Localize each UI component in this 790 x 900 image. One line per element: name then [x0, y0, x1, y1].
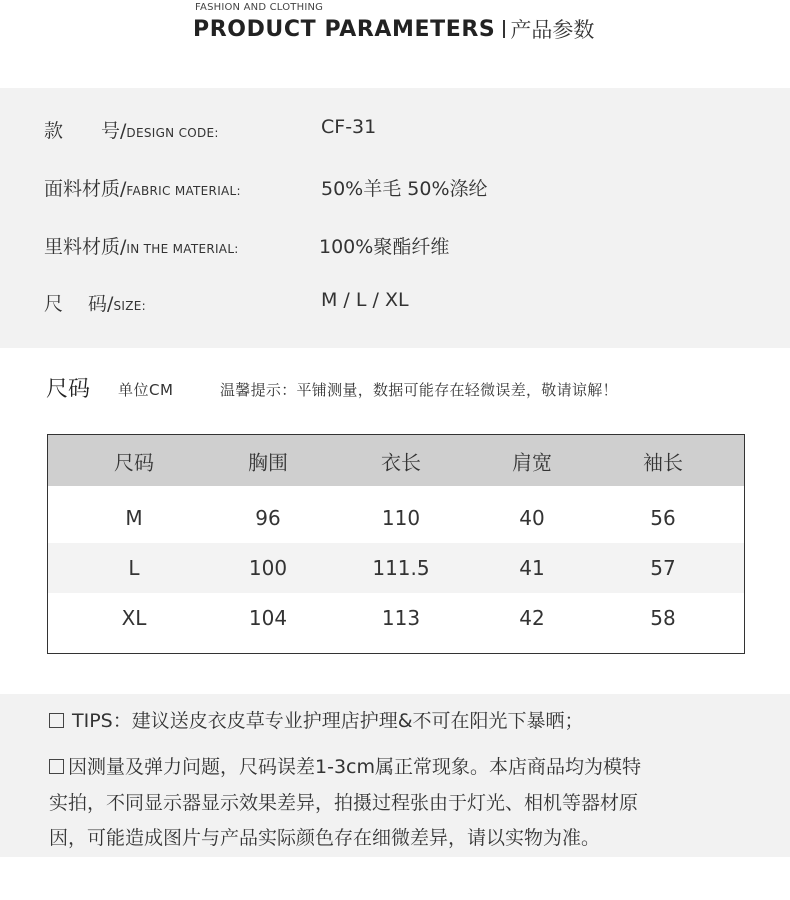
table-cell: 40	[519, 506, 545, 530]
param-row-inner-material	[0, 232, 790, 262]
tip-measurement-end: 因，可能造成图片与产品实际颜色存在细微差异，请以实物为准。	[49, 827, 601, 849]
table-cell: M	[125, 506, 143, 530]
checkbox-icon	[49, 713, 64, 728]
product-parameters	[0, 88, 790, 348]
table-cell: 57	[650, 556, 676, 580]
table-cell: 111.5	[372, 556, 430, 580]
size-unit: 单位CM	[118, 381, 174, 399]
checkbox-icon	[49, 759, 64, 774]
table-cell: 100	[248, 556, 288, 580]
param-label-en: IN THE MATERIAL:	[126, 242, 239, 256]
table-header-cell: 衣长	[381, 450, 421, 474]
param-value: M / L / XL	[321, 289, 409, 311]
param-label-cn: 尺 码/	[44, 293, 114, 315]
table-header-row	[48, 435, 744, 486]
param-label	[44, 116, 219, 143]
tip-text: TIPS：建议送皮衣皮草专业护理店护理&不可在阳光下暴晒；	[72, 710, 584, 732]
param-label	[44, 232, 239, 259]
size-title: 尺码	[46, 377, 91, 402]
param-label	[44, 289, 146, 316]
page-header	[0, 0, 790, 88]
size-note: 温馨提示：平铺测量，数据可能存在轻微误差，敬请谅解！	[220, 381, 618, 399]
title-divider	[503, 20, 505, 38]
table-cell: 113	[381, 606, 421, 630]
table-cell: XL	[121, 606, 147, 630]
param-label-en: SIZE:	[113, 299, 146, 313]
title-chinese: 产品参数	[510, 18, 595, 42]
table-cell: 104	[248, 606, 288, 630]
param-label-en: FABRIC MATERIAL:	[126, 184, 241, 198]
table-header-cell: 胸围	[248, 450, 288, 474]
param-label-cn: 面料材质/	[44, 178, 127, 200]
table-row	[48, 593, 744, 643]
tips-section	[0, 694, 790, 857]
tip-text: 因测量及弹力问题，尺码误差1-3cm属正常现象。本店商品均为模特	[68, 756, 641, 778]
table-row	[48, 543, 744, 593]
param-row-size	[0, 289, 790, 319]
table-header-cell: 尺码	[114, 450, 154, 474]
param-label-cn: 款 号/	[44, 120, 127, 142]
table-header-cell: 肩宽	[512, 450, 552, 474]
table-row	[48, 493, 744, 543]
brand-subtitle: FASHION AND CLOTHING	[195, 2, 324, 13]
table-cell: 56	[650, 506, 676, 530]
param-value: 100%聚酯纤维	[319, 236, 450, 258]
tip-measurement-cont: 实拍，不同显示器显示效果差异，拍摄过程张由于灯光、相机等器材原	[49, 792, 639, 814]
title-english: PRODUCT PARAMETERS	[193, 16, 496, 42]
table-cell: 96	[255, 506, 281, 530]
page-title	[193, 14, 594, 44]
param-label	[44, 174, 241, 201]
tip-care	[49, 706, 584, 733]
param-label-cn: 里料材质/	[44, 236, 127, 258]
param-value: 50%羊毛 50%涤纶	[321, 178, 488, 200]
param-value: CF-31	[321, 116, 377, 138]
table-cell: 58	[650, 606, 676, 630]
table-cell: L	[128, 556, 140, 580]
table-cell: 110	[381, 506, 421, 530]
size-section-header	[0, 370, 790, 410]
param-row-fabric-material	[0, 174, 790, 204]
param-label-en: DESIGN CODE:	[126, 126, 219, 140]
size-table	[47, 434, 745, 654]
table-cell: 42	[519, 606, 545, 630]
table-header-cell: 袖长	[643, 450, 683, 474]
tip-measurement	[49, 752, 641, 779]
table-cell: 41	[519, 556, 545, 580]
param-row-design-code	[0, 116, 790, 146]
